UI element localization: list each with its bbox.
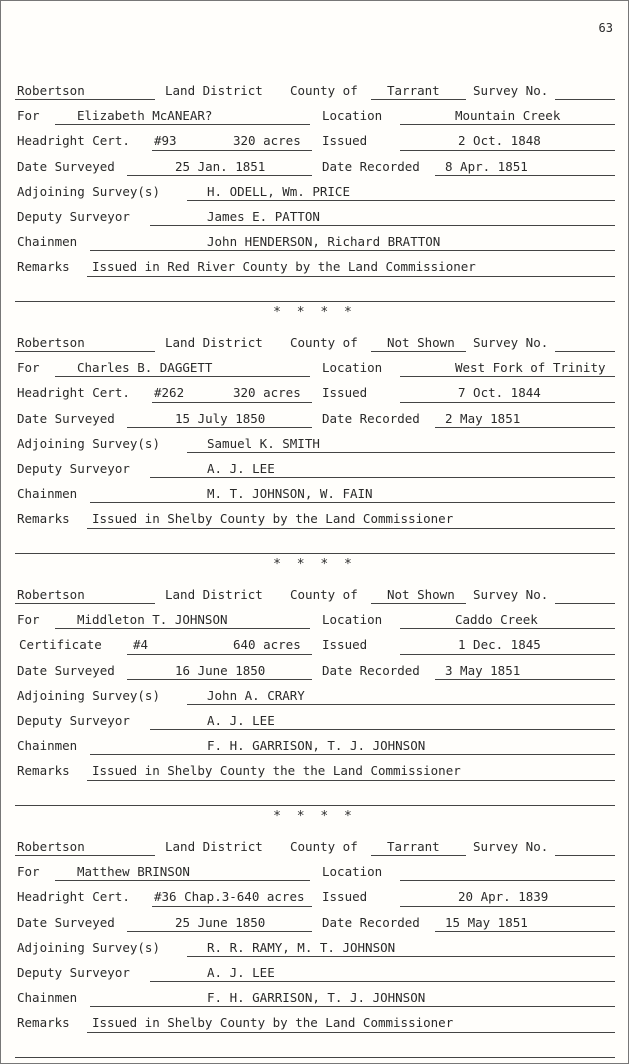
chainmen-row (15, 734, 615, 759)
remarks-row (15, 1011, 615, 1036)
fill-line (87, 1032, 615, 1033)
deputy-label: Deputy Surveyor (17, 208, 130, 224)
cert-label: Headright Cert. (17, 889, 130, 905)
fill-line (371, 99, 466, 100)
fill-line (90, 1006, 615, 1007)
record-separator: * * * * (273, 557, 356, 572)
dates-row (15, 407, 615, 432)
cert-value: #262 (154, 385, 185, 401)
fill-line (371, 855, 466, 856)
adjoining-label: Adjoining Survey(s) (17, 687, 160, 703)
adjoining-value: Samuel K. SMITH (207, 435, 320, 451)
county-value: Tarrant (387, 83, 440, 98)
cert-value: #36 Chap.3-640 acres (154, 889, 305, 905)
date-recorded-label: Date Recorded (322, 410, 420, 426)
cert-label: Certificate (19, 637, 102, 653)
date-recorded-label: Date Recorded (322, 914, 420, 930)
fill-line (400, 402, 615, 403)
adjoining-row (15, 180, 615, 205)
land-district-label: Land District (165, 335, 263, 350)
acres-value: 320 acres (233, 133, 301, 149)
cert-label: Headright Cert. (17, 385, 130, 401)
county-label: County of (290, 83, 358, 98)
land-district-label: Land District (165, 587, 263, 602)
survey-record (15, 331, 615, 558)
remarks-continuation-line (15, 533, 615, 558)
dates-row (15, 911, 615, 936)
fill-line (90, 754, 615, 755)
fill-line (127, 427, 312, 428)
fill-line (187, 200, 615, 201)
for-value: Matthew BRINSON (77, 864, 190, 880)
fill-line (400, 124, 615, 125)
fill-line (15, 1057, 615, 1058)
fill-line (187, 452, 615, 453)
issued-value: 2 Oct. 1848 (458, 133, 541, 149)
fill-line (152, 402, 312, 403)
survey-record (15, 835, 615, 1062)
district-row (15, 331, 615, 356)
fill-line (55, 124, 310, 125)
deputy-value: James E. PATTON (207, 208, 320, 224)
deputy-row (15, 709, 615, 734)
fill-line (400, 654, 615, 655)
fill-line (555, 351, 615, 352)
date-recorded-label: Date Recorded (322, 158, 420, 174)
fill-line (15, 553, 615, 554)
survey-record (15, 583, 615, 810)
fill-line (152, 906, 312, 907)
for-label: For (17, 864, 40, 880)
fill-line (400, 880, 615, 881)
adjoining-row (15, 432, 615, 457)
fill-line (127, 175, 312, 176)
fill-line (15, 855, 155, 856)
date-surveyed-label: Date Surveyed (17, 158, 115, 174)
fill-line (150, 477, 615, 478)
fill-line (555, 855, 615, 856)
district-value: Robertson (17, 587, 85, 602)
fill-line (150, 981, 615, 982)
date-recorded-label: Date Recorded (322, 662, 420, 678)
location-label: Location (322, 108, 383, 124)
deputy-label: Deputy Surveyor (17, 712, 130, 728)
location-label: Location (322, 864, 383, 880)
deputy-value: A. J. LEE (207, 460, 275, 476)
fill-line (15, 301, 615, 302)
fill-line (152, 150, 312, 151)
county-label: County of (290, 587, 358, 602)
chainmen-value: F. H. GARRISON, T. J. JOHNSON (207, 738, 426, 754)
remarks-label: Remarks (17, 259, 70, 275)
remarks-label: Remarks (17, 763, 70, 779)
fill-line (55, 376, 310, 377)
land-district-label: Land District (165, 83, 263, 98)
remarks-label: Remarks (17, 511, 70, 527)
remarks-continuation-line (15, 785, 615, 810)
chainmen-value: John HENDERSON, Richard BRATTON (207, 234, 441, 250)
chainmen-label: Chainmen (17, 486, 78, 502)
cert-value: #93 (154, 133, 177, 149)
survey-no-label: Survey No. (473, 335, 549, 350)
issued-label: Issued (322, 637, 368, 653)
adjoining-label: Adjoining Survey(s) (17, 183, 160, 199)
adjoining-label: Adjoining Survey(s) (17, 435, 160, 451)
record-separator: * * * * (273, 305, 356, 320)
cert-row (15, 633, 615, 658)
remarks-row (15, 255, 615, 280)
issued-label: Issued (322, 133, 368, 149)
for-value: Middleton T. JOHNSON (77, 612, 228, 628)
date-surveyed-value: 15 July 1850 (175, 410, 266, 426)
date-recorded-value: 15 May 1851 (445, 914, 528, 930)
date-recorded-value: 3 May 1851 (445, 662, 521, 678)
dates-row (15, 659, 615, 684)
county-value: Not Shown (387, 587, 455, 602)
issued-value: 20 Apr. 1839 (458, 889, 549, 905)
fill-line (555, 603, 615, 604)
cert-row (15, 885, 615, 910)
remarks-value: Issued in Shelby County the the Land Commissioner (92, 763, 461, 779)
dates-row (15, 155, 615, 180)
county-value: Tarrant (387, 839, 440, 854)
for-label: For (17, 108, 40, 124)
district-value: Robertson (17, 335, 85, 350)
fill-line (435, 175, 615, 176)
fill-line (127, 654, 312, 655)
date-recorded-value: 8 Apr. 1851 (445, 158, 528, 174)
fill-line (90, 502, 615, 503)
fill-line (55, 628, 310, 629)
fill-line (150, 225, 615, 226)
adjoining-value: H. ODELL, Wm. PRICE (207, 183, 350, 199)
district-row (15, 835, 615, 860)
county-label: County of (290, 335, 358, 350)
page-number: 63 (598, 21, 613, 35)
district-value: Robertson (17, 839, 85, 854)
county-value: Not Shown (387, 335, 455, 350)
date-surveyed-value: 16 June 1850 (175, 662, 266, 678)
fill-line (87, 780, 615, 781)
chainmen-label: Chainmen (17, 990, 78, 1006)
district-row (15, 79, 615, 104)
issued-label: Issued (322, 385, 368, 401)
county-label: County of (290, 839, 358, 854)
fill-line (15, 351, 155, 352)
survey-no-label: Survey No. (473, 587, 549, 602)
for-label: For (17, 360, 40, 376)
adjoining-row (15, 936, 615, 961)
remarks-value: Issued in Red River County by the Land Commissioner (92, 259, 476, 275)
remarks-continuation-line (15, 1037, 615, 1062)
fill-line (127, 679, 312, 680)
deputy-label: Deputy Surveyor (17, 964, 130, 980)
for-label: For (17, 612, 40, 628)
date-surveyed-value: 25 June 1850 (175, 914, 266, 930)
chainmen-value: F. H. GARRISON, T. J. JOHNSON (207, 990, 426, 1006)
land-district-label: Land District (165, 839, 263, 854)
for-value: Elizabeth McANEAR? (77, 108, 213, 124)
remarks-row (15, 759, 615, 784)
record-separator: * * * * (273, 809, 356, 824)
location-label: Location (322, 360, 383, 376)
chainmen-label: Chainmen (17, 234, 78, 250)
deputy-row (15, 457, 615, 482)
fill-line (187, 956, 615, 957)
for-value: Charles B. DAGGETT (77, 360, 213, 376)
issued-value: 7 Oct. 1844 (458, 385, 541, 401)
fill-line (400, 906, 615, 907)
chainmen-row (15, 230, 615, 255)
chainmen-row (15, 986, 615, 1011)
location-value: Caddo Creek (455, 612, 538, 628)
fill-line (400, 628, 615, 629)
adjoining-row (15, 684, 615, 709)
remarks-row (15, 507, 615, 532)
acres-value: 640 acres (233, 637, 301, 653)
remarks-continuation-line (15, 281, 615, 306)
fill-line (150, 729, 615, 730)
fill-line (435, 427, 615, 428)
for-row (15, 608, 615, 633)
fill-line (435, 679, 615, 680)
adjoining-value: John A. CRARY (207, 687, 305, 703)
cert-label: Headright Cert. (17, 133, 130, 149)
district-row (15, 583, 615, 608)
location-label: Location (322, 612, 383, 628)
date-surveyed-label: Date Surveyed (17, 410, 115, 426)
fill-line (371, 603, 466, 604)
fill-line (400, 150, 615, 151)
deputy-value: A. J. LEE (207, 964, 275, 980)
cert-row (15, 129, 615, 154)
date-surveyed-label: Date Surveyed (17, 914, 115, 930)
chainmen-label: Chainmen (17, 738, 78, 754)
fill-line (371, 351, 466, 352)
issued-label: Issued (322, 889, 368, 905)
fill-line (55, 880, 310, 881)
fill-line (15, 99, 155, 100)
fill-line (87, 528, 615, 529)
location-value: Mountain Creek (455, 108, 561, 124)
fill-line (87, 276, 615, 277)
survey-no-label: Survey No. (473, 83, 549, 98)
fill-line (435, 931, 615, 932)
chainmen-row (15, 482, 615, 507)
deputy-value: A. J. LEE (207, 712, 275, 728)
for-row (15, 356, 615, 381)
deputy-row (15, 205, 615, 230)
remarks-value: Issued in Shelby County by the Land Commissioner (92, 511, 454, 527)
district-value: Robertson (17, 83, 85, 98)
remarks-label: Remarks (17, 1015, 70, 1031)
date-surveyed-value: 25 Jan. 1851 (175, 158, 266, 174)
adjoining-value: R. R. RAMY, M. T. JOHNSON (207, 939, 396, 955)
fill-line (15, 603, 155, 604)
fill-line (15, 805, 615, 806)
cert-value: #4 (133, 637, 149, 653)
fill-line (90, 250, 615, 251)
for-row (15, 104, 615, 129)
survey-no-label: Survey No. (473, 839, 549, 854)
for-row (15, 860, 615, 885)
date-recorded-value: 2 May 1851 (445, 410, 521, 426)
date-surveyed-label: Date Surveyed (17, 662, 115, 678)
location-value: West Fork of Trinity (455, 360, 606, 376)
fill-line (555, 99, 615, 100)
issued-value: 1 Dec. 1845 (458, 637, 541, 653)
fill-line (187, 704, 615, 705)
adjoining-label: Adjoining Survey(s) (17, 939, 160, 955)
chainmen-value: M. T. JOHNSON, W. FAIN (207, 486, 373, 502)
fill-line (400, 376, 615, 377)
cert-row (15, 381, 615, 406)
deputy-row (15, 961, 615, 986)
fill-line (127, 931, 312, 932)
remarks-value: Issued in Shelby County by the Land Commissioner (92, 1015, 454, 1031)
deputy-label: Deputy Surveyor (17, 460, 130, 476)
survey-record (15, 79, 615, 306)
acres-value: 320 acres (233, 385, 301, 401)
